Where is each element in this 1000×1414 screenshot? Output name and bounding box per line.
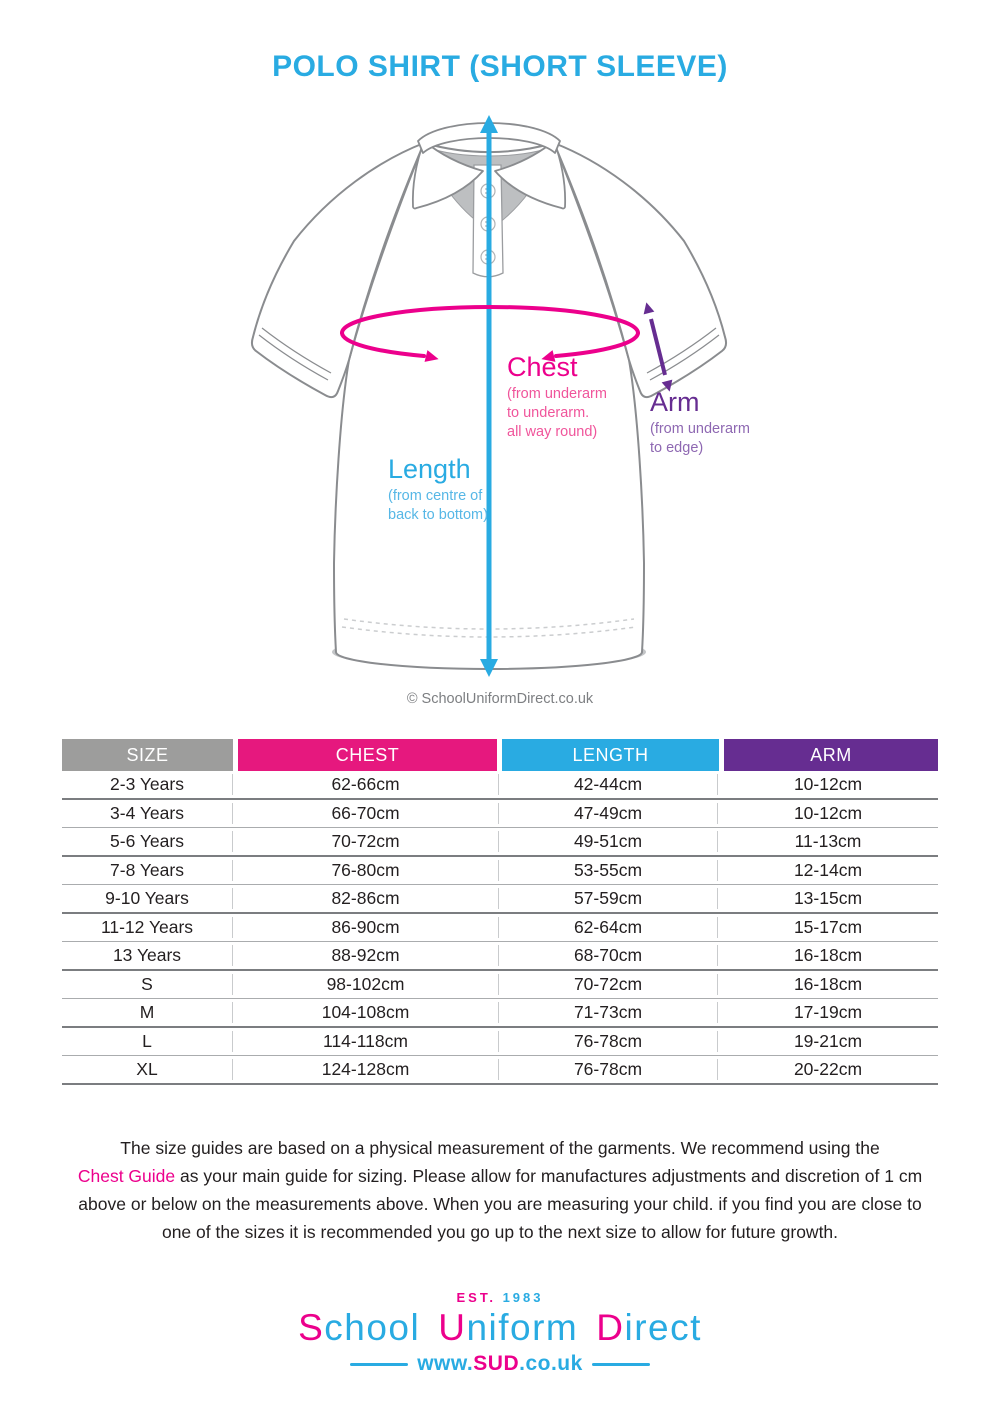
arm-cell: 20-22cm [793,1058,863,1079]
size-cell: XL [62,1059,233,1080]
chest-cell: 114-118cm [233,1031,499,1052]
est-year: 1983 [502,1290,544,1305]
size-cell: M [62,1002,233,1023]
table-body [62,771,938,1085]
arm-label: Arm [650,387,700,417]
page-title: POLO SHIRT (SHORT SLEEVE) [272,50,728,83]
arm-cell: 15-17cm [793,916,863,937]
arm-cell: 16-18cm [793,944,863,965]
arm-cell: 11-13cm [794,830,862,851]
table-row [62,942,938,971]
table-row [62,828,938,857]
chest-cell: 76-80cm [233,860,499,881]
chest-label: Chest [507,352,578,382]
arm-cell: 10-12cm [793,773,863,794]
logo-website-line [0,1352,1000,1376]
dash-line-left [350,1363,408,1366]
chest-cell: 66-70cm [233,803,499,824]
copyright-caption: © SchoolUniformDirect.co.uk [406,691,594,707]
arm-cell: 16-18cm [793,973,863,994]
logo-word-rest: niform [466,1307,579,1348]
length-cell: 71-73cm [499,1002,718,1023]
header-arm: ARM [724,739,938,771]
dash-line-right [592,1363,650,1366]
note-line-rest: as your main guide for sizing. Please allow for manufactures adjustments and discretion of 1 cm [175,1166,923,1186]
logo-established-line [0,1290,1000,1305]
table-row [62,800,938,829]
arm-sub-line: (from underarm [650,421,750,438]
note-line: one of the sizes it is recommended you go up to the next size to allow for future growth. [161,1222,839,1242]
url-sud: SUD [473,1352,520,1375]
table-row [62,1028,938,1057]
chest-cell: 70-72cm [233,831,499,852]
length-cell: 49-51cm [499,831,718,852]
logo-word-school [298,1307,420,1348]
sizing-note [0,1134,1000,1246]
logo-wordmark [0,1307,1000,1349]
logo-initial: U [438,1307,467,1348]
website-url [417,1352,583,1376]
arm-cell: 19-21cm [793,1030,863,1051]
arm-measure-label [650,388,750,458]
length-cell: 47-49cm [499,803,718,824]
chest-cell: 86-90cm [233,917,499,938]
logo-word-uniform [438,1307,578,1348]
logo-word-rest: chool [324,1307,421,1348]
chest-cell: 62-66cm [233,774,499,795]
chest-sub-line: (from underarm [507,386,607,403]
size-cell: 5-6 Years [62,831,233,852]
table-row [62,771,938,800]
chest-cell: 88-92cm [233,945,499,966]
header-chest: CHEST [238,739,497,771]
length-cell: 76-78cm [499,1059,718,1080]
note-line [0,1162,1000,1190]
size-cell: 7-8 Years [62,860,233,881]
size-cell: S [62,974,233,995]
length-measure-label [388,455,488,525]
table-row [62,971,938,1000]
table-row [62,914,938,943]
chest-cell: 82-86cm [233,888,499,909]
chest-cell: 104-108cm [233,1002,499,1023]
chest-sub-line: all way round) [507,424,598,441]
table-header-row [62,739,938,771]
size-cell: 13 Years [62,945,233,966]
logo-initial: D [596,1307,625,1348]
note-line: The size guides are based on a physical measurement of the garments. We recommend using the [120,1138,880,1158]
url-www: www. [417,1352,474,1375]
logo-word-rest: irect [624,1307,702,1348]
chest-measure-label [507,353,607,442]
logo-initial: S [298,1307,325,1348]
note-line: above or below on the measurements above. When you are measuring your child. if you find you are close to [78,1194,922,1214]
size-cell: 9-10 Years [62,888,233,909]
header-length: LENGTH [502,739,719,771]
logo-word-direct [596,1307,702,1348]
length-cell: 42-44cm [499,774,718,795]
size-table [62,739,938,1085]
length-cell: 76-78cm [499,1031,718,1052]
length-cell: 62-64cm [499,917,718,938]
chest-sub-line: to underarm. [507,405,590,422]
table-row [62,885,938,914]
arm-cell: 13-15cm [793,887,863,908]
length-label: Length [388,454,471,484]
length-sub-line: (from centre of [388,488,483,505]
arm-cell: 17-19cm [793,1001,863,1022]
length-cell: 68-70cm [499,945,718,966]
size-cell: 3-4 Years [62,803,233,824]
table-row [62,1056,938,1085]
length-cell: 57-59cm [499,888,718,909]
polo-shirt-illustration [230,103,770,721]
length-sub-line: back to bottom) [388,507,488,524]
table-row [62,999,938,1028]
brand-logo [0,1290,1000,1376]
length-cell: 70-72cm [499,974,718,995]
chest-cell: 124-128cm [233,1059,499,1080]
chest-guide-highlight: Chest Guide [77,1166,176,1186]
arm-cell: 10-12cm [793,802,863,823]
url-couk: .co.uk [519,1352,583,1375]
header-size: SIZE [62,739,233,771]
est-text: EST. [456,1290,496,1305]
chest-cell: 98-102cm [233,974,499,995]
size-cell: L [62,1031,233,1052]
size-cell: 11-12 Years [62,917,233,938]
arm-sub-line: to edge) [650,440,704,457]
length-cell: 53-55cm [499,860,718,881]
table-row [62,857,938,886]
size-cell: 2-3 Years [62,774,233,795]
arm-cell: 12-14cm [793,859,863,880]
